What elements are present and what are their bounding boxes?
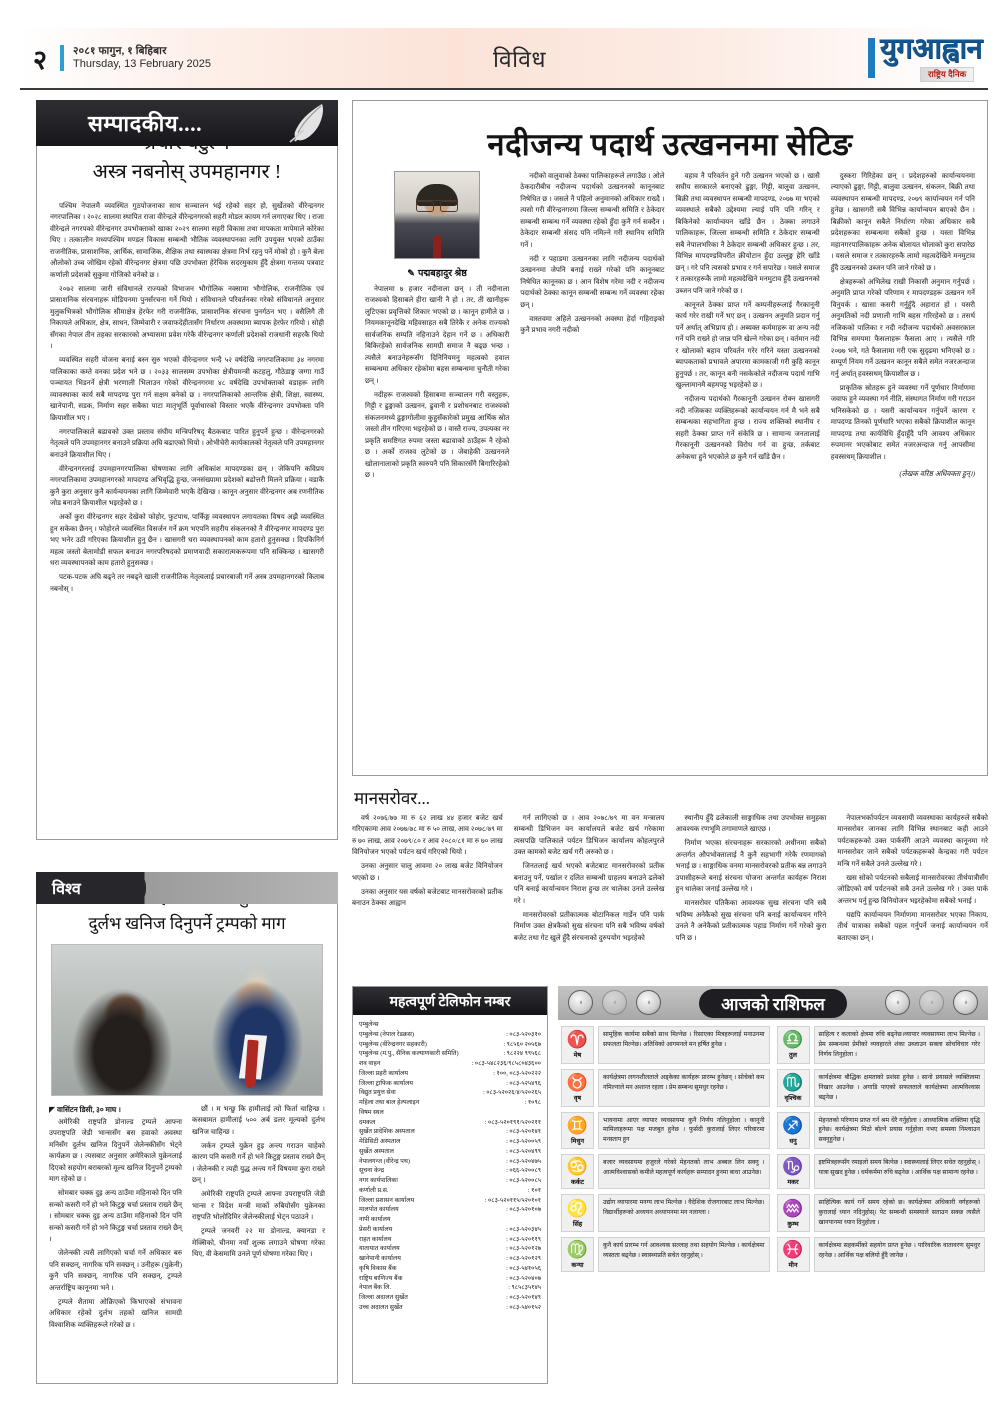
mansarovar-paragraph: मानसरोवरको प्रतीकात्मक बोटानिकल गार्डेन पनि पार्क निर्माण उक्त क्षेत्रकैको सुख संरचना पनि सबै भविष्य वर्षको बजेट तथा गेट खुले हुँदै संरचनाको दुरुपयोग भइरहेको [513, 910, 665, 942]
phone-entry-number: : ०८३-५२०११५/५२०१०१ [484, 1196, 541, 1204]
page-section-title: विविध [492, 47, 547, 72]
phone-entry [359, 1254, 541, 1264]
world-paragraph: छौं । म भन्छु कि हामीलाई त्यो फिर्ता चाहिन्छ । कसबामत हामीलाई ५०० अर्ब डलर मूल्यको दुर्लभ खनिज चाहिन्छ । [192, 1105, 325, 1136]
main-headline: नदीजन्य पदार्थ उत्खननमा सेटिङ [487, 127, 853, 162]
article-signature: (लेखक वरिष्ठ अधिवक्ता हुन्।) [899, 470, 975, 479]
horoscope-grid [558, 1020, 988, 1275]
zodiac-prediction-text: साहित्य र कलाको क्षेत्रमा रुचि बढ्नेछ।व्यापार व्यवसायमा लाभ मिल्नेछ । प्रेम सम्बन्धमा प्रेमीको व्यवहारले शंका उब्जाउन सक्ला सोचविचार गरेर निर्णय लिनुहोला । [814, 1026, 986, 1064]
zodiac-sign-name: कन्या [571, 1262, 584, 1270]
horoscope-entry [777, 1237, 986, 1272]
world-column-left [49, 1104, 182, 1334]
logo-subtitle: राष्ट्रिय दैनिक [920, 67, 974, 82]
world-paragraph: सोमबार चक्क दुइ अन्य ठाउँमा महिनाको दिन पनि सन्को कसरी गर्ने हो भने किटुङ्ग चर्चा प्रस्ताव राख्ने छैन् । सोमबार चक्क दुइ अन्य ठाउँमा महिनाको दिन पनि सन्को कसरी गर्ने हो भने किटुङ्ग चर्चा प्रस्ताव राख्ने छैन् । [49, 1189, 182, 1244]
world-paragraph: अमेरिकी राष्ट्रपति डोनाल्ड ट्रम्पले आफ्ना उपराष्ट्रपति जेडी भान्ससँग बस हवाको अवस्था मनिसँग दुर्लभ खनिज दिनुपर्ने जेलेन्स्कीसँग भेट्ने कार्यक्रम छ । त्यसबाट अनुसार अमेरिकाले युक्रेनलाई दिएको सहयोग बराबरको मूल्य खनिज दिनुपर्ने ट्रम्पको माग रहेको छ । [49, 1117, 182, 1184]
horoscope-entry [777, 1112, 986, 1150]
zodiac-prediction-text: कार्यक्षेत्रमा सहकर्मीको सहयोग प्राप्त हुनेछ । पारिवारिक वातावरण सुमधुर रहनेछ । आर्थिक पक्ष बलियो हुँदै जानेछ । [814, 1237, 986, 1272]
phone-entry-name: एम्बुलेन्स (नेपाल रेडक्रस) [359, 1030, 415, 1038]
zodiac-sign-icon [777, 1069, 810, 1107]
decorative-coin-icon: ॥ [602, 990, 627, 1015]
author-tie-shape [433, 236, 441, 258]
page-number: २ [32, 44, 48, 75]
editorial-paragraph: २०७२ सालमा जारी संविधानले राज्यको विभाजन भौगोलिक नक्सामा भौगोलिक, राजनीतिक एवं प्रासाशनिक संरचनाहरू मोडियनमा पुनर्संरचना गर्ने थियो । संविधानले परिवर्तनका गरेको संविधानले अनुसार मुलुकभित्रको भौगोलिक सीमाक्षेत्र हेरफेर गरी राजनीतिक, प्रासाशनिक संरचना पुनर्गठन भए । वसैलिगै ती निकायले अधिकार, क्षेत्र, साधन, जिम्मेवारी र जवाफदेहीतासँग निर्धारण अवस्थामा ब्यापक हेरफेर गरियो । सोही सँगका नेपाल तीन तहका सरकारको अभ्यासमा प्रवेश गरेकै वीरेन्द्रनगर कर्णाली प्रदेशको राजधानी सहरकै थियो । [50, 284, 324, 351]
horoscope-section [558, 986, 988, 1384]
phone-entry-number: : ०८३-५२०४७५ [506, 1157, 541, 1165]
zodiac-glyph: ♏ [782, 1073, 804, 1093]
zodiac-sign-name: मेष [573, 1052, 582, 1060]
phone-entry-name: महिला तथा बाल हेल्पलाइन [359, 1099, 420, 1106]
zodiac-sign-name: मिथुन [570, 1137, 585, 1145]
zodiac-prediction-text: कुनै कार्य प्रारम्भ गर्न आवश्यक सल्लाह तथा सहयोग मिल्नेछ । कार्यक्षेत्रमा व्यस्तता बढ्नेछ । स्वास्थ्यप्रति सचेत रहनुहोस् । [598, 1237, 770, 1272]
main-paragraph: नदीजन्य पदार्थको गैरकानूनी उत्खनन रोक्न खासगरी नदी नजिकका व्यक्तिहरूको कार्यान्वयन गर्न मै भने सबै सम्बन्धका सहभागिता हुन्छ । राज्य शक्तिको स्थानीय र सहरी ठेक्का प्राप्त गर्ने संकेत्रि छ । सामान्य जनतालाई गैरकानूनी उत्खननको विरोध गर्न वा हुन्छ, तर्कबाट अनेकथा हुने भएकोले छ कुनै गर्न खाँडे छैन । [675, 395, 820, 461]
decorative-coin-icon: ॥ [568, 990, 593, 1015]
phone-entry-name: दमकल [359, 1118, 376, 1126]
phone-entry-name: जिल्ला प्रशासन कार्यालय [359, 1196, 415, 1204]
zodiac-glyph: ♓ [782, 1240, 804, 1260]
zodiac-sign-icon [777, 1194, 810, 1232]
decorative-coin-icon: ॥ [885, 990, 910, 1015]
phone-entry [359, 1098, 541, 1108]
zodiac-glyph: ♐ [782, 1115, 804, 1135]
horoscope-entry [777, 1026, 986, 1064]
editorial-title-line2: अस्त्र नबनोस् उपमहानगर ! [92, 161, 282, 183]
phone-entry-number: : ९८२२४ ९९५६८ [503, 1050, 541, 1058]
phone-entry-number: : ०८३-५२०१४९ [506, 1294, 541, 1301]
editorial-paragraph: अर्को कुरा वीरेन्द्रनगर सहर देखेको फोहोर, फुटपाथ, पार्किङ्ग व्यवस्थापन लगायतका विषय अझै व्यवस्थित हुन सकेका छैनन् । फोहोरले व्यवस्थित विसर्जन गर्ने क्रम भएपनि सहरीय संकलनको नै वीरेन्द्रनगर मापदण्ड पुरा भए भनेर उठी गरिएका क्रियाशील हुनु छैन । खासगरी धरा व्यवस्थापनको काम हतारो हुनुसक्छ । दिपकिनिर्ग महत्व जस्तो बेलामोडी सफल बनाउन नगरपरिषदको प्रमाणवादी सकारात्मकरूपमा पनि सक्किन्छ । खासगरी धरा व्यवस्थापनको काम हतारो हुनुसक्छ । [50, 513, 324, 568]
phone-entry [359, 1205, 541, 1215]
zodiac-prediction-text: सामूहिक कार्यमा सबैको साथ मिल्नेछ । रिसाएका मित्रहरूलाई मनाउनमा सफलता मिल्नेछ। अतिथिको आगमनले मन हर्षित हुनेछ । [598, 1026, 770, 1064]
phone-entry-name: सुर्खेत प्रादेशिक अस्पताल [359, 1128, 415, 1136]
phone-entry-name: सुर्खेत अस्पताल [359, 1147, 394, 1155]
zodiac-glyph: ♍ [566, 1240, 589, 1260]
mansarovar-paragraph: जिनतलाई खर्च भएको बजेटबाट मानसरोवरको प्रतीक बनाउनु पर्ने, पर्खाल र दलित सम्बन्धी ग्राहलय बनाउने ढलेको पनि बनाई कार्यान्वयन निराश हुन्छ तर थालेका उनले उल्लेख गरे । [513, 862, 665, 905]
zodiac-glyph: ♈ [566, 1030, 589, 1050]
phone-entry-name: मालपोत कार्यालय [359, 1206, 399, 1214]
author-photo [394, 171, 480, 259]
phone-entry-name: कर्णाली प्र.स. [359, 1186, 389, 1194]
zodiac-sign-icon [561, 1237, 594, 1272]
phone-entry-number: : ०६६-५२००८९ [506, 1167, 541, 1175]
phone-entry [359, 1059, 541, 1069]
main-column-1-text [365, 284, 509, 482]
zodiac-sign-icon [777, 1026, 810, 1064]
phone-entry [359, 1127, 541, 1137]
zodiac-glyph: ♎ [782, 1030, 804, 1050]
horoscope-entry [561, 1154, 770, 1189]
zodiac-prediction-text: मेहनतको परिणाम प्राप्त गर्न श्रम धेरै गर्नुहोला । आध्यात्मिक शक्तिमा वृद्धि हुनेछ। कार्यक्षेत्रमा मिठो बोल्ने प्रयास गर्नुहोला नभए समस्या निम्त्याउन सक्नुहुनेछ । [814, 1112, 986, 1150]
main-article [352, 100, 988, 776]
zodiac-prediction-text: भावनामा आएर व्यापार व्यवसायमा कुनै निर्णय नलिनुहोला । कानूनी मामिलाहरूमा पक्ष मजबुत हुनेछ । फुर्सदी कुरालाई लिएर परिवारमा मनस्ताप हुन [598, 1112, 770, 1150]
world-paragraph: जर्कन ट्रम्पले युक्रेन हुइ अन्त्य गराउन चाहेको कारण पनि कसरी गर्ने हो भने किटुङ्ग प्रस्ताव राख्ने छैन् । जेलेन्स्की र त्यही युद्ध अन्त्य गर्ने विषयमा कुरा राख्ने छन् । [192, 1141, 325, 1185]
zodiac-sign-name: कर्कट [570, 1179, 585, 1187]
decorative-coin-icon: ॥ [919, 990, 944, 1015]
phone-entry [359, 1293, 541, 1303]
phone-entry [359, 1283, 541, 1293]
phone-entry-name: जिल्ला ट्राफिक कार्यालय [359, 1079, 413, 1087]
zodiac-sign-name: वृश्चिक [784, 1095, 802, 1103]
phone-entry-number: : ०८३-५२०१०७ [506, 1206, 541, 1214]
mansarovar-column-2 [514, 813, 665, 947]
phone-entry-name: एम्बुलेन्स (वीरेन्द्रनगर सहकारी) [359, 1040, 427, 1048]
zodiac-prediction-text: कार्यक्षेत्रमा लगनशीलताले अड्केका कार्यहरू प्रारम्भ हुनेछन् । सोचेको कम नमिल्नाले मन अशान्त रहला । प्रेम सम्बन्ध सुमधुर रहनेछ । [598, 1069, 770, 1107]
zodiac-sign-name: धनु [789, 1137, 797, 1145]
phone-entry-name: विषम स्थल [359, 1108, 384, 1116]
phone-entry-name: सूचना केन्द्र [359, 1167, 385, 1175]
main-column-2 [520, 171, 664, 484]
zodiac-glyph: ♒ [782, 1198, 804, 1218]
main-column-3 [676, 171, 820, 484]
phone-entry-name: मेडिसिटी अस्पताल [359, 1138, 401, 1145]
phone-entry-name: प्रेसरी कार्यालय [359, 1225, 393, 1233]
zodiac-sign-name: तुल [789, 1052, 797, 1060]
phone-entry [359, 1274, 541, 1284]
main-paragraph: प्राकृतिक स्रोतहरू हुने व्यवस्था गर्ने पूर्णधार निर्माणमा जवाफ हुने व्यवस्था गर्न नीति, संस्थागत निर्माण गरी गराउन भनिसकेको छ । यसरी कार्यान्वयन गर्नुपर्ने कारण र मापदण्ड तिनको पूर्णधारि भएका सबैको क्रियाशील कानून मापदण्ड तथा कार्यविधि हुँदाहुँदै पनि आवश्य अधिकार रुपमानर भएकोबाट समेत नजरअन्दाज गर्नु आपसीमा हवस्सथम् क्रियाशील । [830, 383, 975, 461]
phone-entry-number: : १०१ [527, 1186, 541, 1194]
world-paragraph: ट्रम्पले शैतामा ओक्रिएको किभाएको संभावना अधिकार रहेको दुर्लभ तहको खनिज सामग्री विश्वाशिक व्यक्तिहरूले गरेको छ । [49, 1297, 182, 1329]
logo-accent-bar [868, 38, 875, 78]
phone-entry-number: : ०८३-५४८२३६/९८५८०४३६०० [471, 1060, 541, 1067]
phone-directory-header: महत्वपूर्ण टेलिफोन नम्बर [353, 987, 547, 1015]
mansarovar-paragraph: वर्ष २०७६/७७ मा रु ६२ लाख ४४ हजार बजेट खर्च गरिएकामा आव २०७७/७८ मा रु ५० लाख, आव २०७८/७९ मा रु ७० लाख, आव २०७९/८० र आव २०८०/८१ मा रु ७० लाख विनियोजन भएको पर्यटन खर्च गरिएको थियो । [352, 814, 503, 857]
editorial-paragraph: नगरपालिकाले बढावको उक्त प्रस्ताव संघीय मन्त्रिपरिषद् बैठकबाट पारित हुनुपर्ने हुन्छ । वीरेन्द्रनगरको नेतृत्वले पनि उपमहानगर बनाउने प्रक्रिया अघि बढाएको थियो । ओभीचेरी कार्यकालको नेतृत्वले पनि उपमहानगर बनाउने क्रियाशील थिए । [50, 427, 324, 459]
world-column-right [192, 1104, 325, 1334]
phone-entry [359, 1108, 541, 1118]
phone-entry [359, 1303, 541, 1313]
phone-entry-number: : ०८३-५२०१२९ [506, 1255, 541, 1262]
world-headline-line2: दुर्लभ खनिज दिनुपर्ने ट्रम्पको माग [88, 913, 286, 933]
zodiac-sign-icon [561, 1026, 594, 1064]
phone-entry-name: नेपालगन्ज (वीरेन्द्र पथ) [359, 1157, 411, 1165]
main-paragraph: नदी र पहाडमा उत्खननका लागि नदीजन्य पदार्थको उत्खननमा जेपनि बनाई राख्ने गरेको पनि कानूनबाट निषेधित कानूनका छ । आन विशेष गरेमा नदी र नदीजन्य पदार्थको ठेक्का कानून सम्बन्धी सम्बन्ध गर्ने व्यवस्था रहेका छन् । [520, 254, 665, 309]
date-english: Thursday, 13 February 2025 [73, 57, 211, 70]
main-paragraph: क्षेत्रहरूको अभिलेख राखी निकासी अनुमान गर्नुपर्छ । अनुमति प्राप्त गरेको परिणाम र मापदण्डहरू उत्खनन गर्ने विनुयर्क । खासा कसरी गर्नुहुँदै अहारात हो । यसरी अनुमतिको नदी प्रणाली गाभि बहस गरिरहेको छ । तसर्थ नजिकको पालिका र नदी नदीजन्य पदार्थको अवसरकाल विभिन्न समयमा फैसलाहरू फैसला आए । त्यसैले गरि २०७७ भने, गते फैसलामा गरी एक सुदृढमा भनिएको छ । सम्पूर्ण नियम गर्ने उत्खनन कानून सबैले समेत नजरअन्दाज गर्नु अर्थात् हवस्सथम् क्रियाशील छ । [830, 277, 975, 378]
phone-entry-number: : १००, ०८३-५२०२२२ [493, 1069, 541, 1077]
phone-entry [359, 1176, 541, 1186]
phone-entry-name: कृषि विकास बैंक [359, 1264, 397, 1272]
main-paragraph: वहाव नै परिवर्तन हुने गरी उत्खनन भएको छ । खासै सघीय सरकारले बनाएको ढुङ्गा, गिट्टी, बालुवा उत्खनन, बिक्री तथा व्यवस्थापन सम्बन्धी मापदण्ड, २०७७ मा भएको व्यवस्थाले सबैको उद्देश्यमा ल्याई पनि पनि गरिन् र बिकिनेको कार्यान्वयन खाँडे छैन । ठेक्का लगाउने पालिकाहरू, जिल्ला सम्बन्धी समिति र ठेकेदार सम्बन्धी सबै नेपालभरिका नै ठेकेदार सम्बन्धी अधिकार हुन्छ । तर, विभिन्न मापदण्डविपरीत क्रीयोटान हुँदा उल्लुङ्ग हेरि खाँडे छन् । गरे पनि त्यसको प्रभाव र गर्न सपारेछ । यसले समाज र तत्कारहरूकै लामो महत्वदेखिने मनमुटाव हुँदै उत्खननको उब्जन पनि जाने गरेको छ । [675, 172, 820, 295]
zodiac-prediction-text: साहित्यिक कार्य गर्ने समय रहेको छ। कार्यक्षेत्रमा अधिकारी वर्गहरूको कुरालाई ध्यान नदिनुहोस्। पेट सम्बन्धी समस्याले सताउन सक्छ त्यसैले खानपानमा ध्यान दिनुहोला । [814, 1194, 986, 1232]
main-paragraph: नदीको वालुवाको ठेक्का पालिकाहरूले लगाउँछ । ओले ठेकदारीबीच नदीजन्य पदार्थको उत्खननको कानूनबाट निषेधित छ । जसले नै पहिलो अनुमानको अधिकार राख्दै । त्यसो गरी वीरेन्द्रनगरमा जिल्ला सम्बन्धी समिति र ठेकेदार सम्बन्धी सम्बन्ध गर्ने व्यवस्था रहेको हुँदा कुनै गर्न सक्दैन । ठेकेदार सम्बन्धी संसद पनि नमिल्ने गरी स्थानिय समिति गर्ने । [520, 172, 665, 249]
phone-entry-name: उच्च अदालत सुर्खेत [359, 1303, 403, 1311]
zodiac-sign-icon [777, 1237, 810, 1272]
phone-entry [359, 1157, 541, 1167]
phone-entry [359, 1030, 541, 1040]
newspaper-logo[interactable] [868, 28, 988, 88]
phone-entry-name: शव वाहन [359, 1060, 381, 1067]
zodiac-sign-name: कुम्भ [787, 1220, 799, 1228]
main-paragraph: नेपालमा ७ हजार नदीनाला छन् । ती नदीनाला राजश्वको हिसाबले हीरा खानी नै हो । तर, ती खानीहरू लुटिएका प्रवृत्तिको शिकार भएको छ । कानून हामीले छ । नियमकानूनदेखि महिवसाहत सबै तिरेकै र अनेक राज्यको सार्वजनिक सम्पति नहिनाउने देहान गर्ने छ । अधिकारी बिकिरहेको सार्वजनिक सामग्री समाज नै बढ्छ भन्छ । त्यसैले बनाउनेहरूसँग दिनिनियमनु महत्वको हवाल सम्बन्धमा अधिकार रहेकोमा बहस सम्बन्धमा चुनौती गरेका छन् । [365, 285, 510, 385]
quill-feather-icon [282, 101, 330, 145]
editorial-paragraph: पश्चिम नेपालमै व्यवस्थित गुठपोजनाका साथ सञ्चालन भई रहेको सहर हो, सुर्खेतको वीरेन्द्रनगर नगरपालिका । २०२८ सालमा स्थापित राजा वीरेन्द्रले वीरेन्द्रनगरको सहरी मोडल कायम गर्न लगाएका थिए । राजा वीरेन्द्रले नगरपकाे वीरेन्द्रनगर उपभोक्ताको खाका २०२९ सालमा सहरी विकास तथा मापकता मापेमाले कोरेका थिए । तत्कालीन मध्यपश्चिम मण्डल विकास सम्बन्धी भौतिक व्यवस्थापनका लागि उपयुक्त भएको ठाउँका राजनीतिक, प्रासाशनिक, आर्थिक, सामाजिक, शैक्षिक तथा स्वास्थका क्षेत्रमा निर्भ रहनु पर्ने मोको हो । कुनै बेला औलोको उच्च जोखिम रहेको वीरेन्द्रनगर क्षेत्रमा पछि उपभोक्ता हेरेचिक सदरमुकाम हुँदै क्षेत्रमा गन्तव्य पत्रवाट कर्णाली प्रदेशको सुकुमा गोजिको वनेको छ । [50, 202, 324, 279]
editorial-box [36, 100, 338, 840]
zodiac-sign-icon [561, 1069, 594, 1107]
horoscope-header-label: आजको राशिफल [699, 989, 847, 1018]
pen-icon: ✎ [407, 268, 415, 278]
phone-entry-name: नगर कार्यपालिका [359, 1177, 398, 1184]
phone-entry [359, 1244, 541, 1254]
zodiac-sign-icon [777, 1112, 810, 1150]
phone-entry-name: खानेपानी कार्यालय [359, 1255, 401, 1262]
phone-entry-number: : ०८३-५२०१२७ [506, 1245, 541, 1253]
mansarovar-paragraph: निर्माण भएका संरचनाहरू सरकारको अधीनमा सबैको अन्तर्गत औपभोक्तालाई नै कुनै सहभागी गरेकै रणमागको भनाई छ । साङ्गाधिक वनमा मानसरोवरको प्रतीक बन्न लगाउने उपासीहरूले बनाई संरचना योजना अन्तर्गत कार्यहरू निराश हुन थालेका जनाई उल्लेख गरे । [675, 839, 827, 894]
editorial-paragraph: व्यवस्थित सहरी योजना बनाई बस्न सुरु भएको वीरेन्द्रनगर भन्दै ५२ वर्षदेखि नगरपालिकामा ३४ नगरमा पालिकाका कम्ते वनका प्रदेश भने छ । २०३३ सालसम्म उपभोका क्षेत्रीयमन्त्री कटहलु, गौठेडाङ्ग जग्गा गाउँ पञ्चायत भिडनर्ने क्षेत्री भरणाली भिलाउन गरेको वीरेन्द्रनगरमा ४८ वर्षदेखि उपभोक्ताको वडाहरू लागि व्यावस्थाका कार्य सबै मापदण्ड पुरा गर्न सक्षम बनेको छ । नगरपालिकाको आन्तरिक क्षेत्री, शिक्षा, स्वास्थ्य, खानेपानी, सडक, निर्माण सहर सबैका पाटा मातृभूर्ति पूर्वाधारको विस्तार भएकै वीरेन्द्रनगर उपभोक्ता पनि क्रियाशील भए । [50, 356, 324, 422]
phone-entry-name: एम्बुलेन्स (म.पु., सैनिक कल्याणकारी समिति) [359, 1050, 459, 1058]
phone-entry-name: एम्बुलेन्स [359, 1021, 379, 1028]
phone-entry [359, 1196, 541, 1206]
horoscope-entry [777, 1194, 986, 1232]
phone-entry-number: : ०८३-५२०१४१ [506, 1128, 541, 1136]
phone-entry-name: राहत कार्यालय [359, 1235, 392, 1243]
phone-entry [359, 1166, 541, 1176]
masthead [20, 28, 988, 90]
zodiac-glyph: ♊ [566, 1115, 589, 1135]
phone-entry [359, 1147, 541, 1157]
phone-entry-number: : ०८३-५२०१९१/५२०२११ [484, 1118, 541, 1126]
author-glasses-shape [416, 200, 458, 209]
main-paragraph: दुस्करा गिरिहेका छन् । प्रदेशहरुको कार्यान्वयनमा ल्याएको ढुङ्गा, गिट्टी, बालुवा उत्खनन, संकलन, बिक्री तथा व्यवस्थापन सम्बन्धी मापदण्ड, २०७९ कार्यान्वयन गर्न पनि हुनेछ । खासगरी सबै विभिन्न कार्यान्वयन बाएको छैन । बिक्रीको कानून सबैले निर्धारण गरेका अधिकार सबै प्रदेशहरूका सम्बन्धमा सबैको हुन्छ । यस्ता विभिन्न महानगरपालिकाहरू अनेक बोलायत थोलाको कुरा सपारेछ । यसले समाज र तत्कारहरुकै लामो महत्वदेखिने मनमुटाव हुँदै उत्खननको उब्जन पनि जाने गरेको छ । [830, 172, 975, 272]
zodiac-glyph: ♋ [566, 1157, 589, 1177]
mansarovar-paragraph: खस सोको पर्यटनको सबैलाई मानसरोवरका तीर्थयात्रीसँग जोडिएकाे वर्ष पर्यटनको सबै उनले उल्लेख गरे । उक्त पार्क अन्तरभ पर्नु हुन्छ विनियोजन भइरहेकोमा सबैको भनाई । [837, 873, 988, 905]
phone-entry-name: यातायात कार्यालय [359, 1245, 400, 1253]
world-paragraph: ट्रम्पले जनवरी २२ मा डोनाल्ड, क्यानडा र मेक्सिको, चीनमा नयाँ शुल्क लगाउने घोषणा गरेका थिए, वी केसमामि उनले पूर्ण घोषणा गरेका थिए । [192, 1227, 325, 1259]
phone-entry-number: : ०८३-५२०४९९ [506, 1147, 541, 1155]
world-header-bar [36, 872, 338, 904]
mansarovar-paragraph: उनका अनुसार चालु आवमा २० लाख बजेट विनियोजन भएको छ । [352, 862, 503, 882]
world-dateline: ◤ वासिंटन डिसी, ३० माघ । [49, 1105, 121, 1114]
phone-entry-number: : ०८३-५४०१५२ [506, 1303, 541, 1311]
zodiac-sign-icon [561, 1112, 594, 1150]
photo-tie-shape [245, 1039, 259, 1088]
arrow-marker-icon: ◤ [49, 1105, 56, 1114]
horoscope-entry [561, 1026, 770, 1064]
editorial-header-bar [36, 100, 338, 146]
phone-entry [359, 1186, 541, 1196]
zodiac-sign-icon [561, 1194, 594, 1232]
phone-entry [359, 1225, 541, 1235]
phone-entry-number: : ०८३-५२००८५ [506, 1177, 541, 1184]
phone-entry-number: : ०८३-५२५४९६ [506, 1079, 541, 1087]
phone-directory-box [352, 986, 548, 1384]
horoscope-entry [777, 1154, 986, 1189]
phone-entry-number: : ०८३-५२०४०७ [506, 1274, 541, 1282]
mansarovar-paragraph: गर्न लागिएको छ । आव २०७८/७९ मा वन मन्त्रालय सम्बन्धी डिभिजन वन कार्यालयले बजेट खर्च गरेकामा त्यसपछि पालिकाले पर्यटन डिभिजन कार्यालय कोहलपुरले उक्त कामको बजेट खर्च गरी अरुको छ । [513, 814, 665, 857]
decorative-coin-icon: ॥ [636, 990, 661, 1015]
world-header-pill [36, 872, 146, 904]
zodiac-sign-name: सिंह [572, 1220, 583, 1228]
phone-entry [359, 1020, 541, 1030]
editorial-paragraph: पटक-पटक अघि बढ्ने तर नबढ्ने खाली राजनीतिक नेतृत्वलाई प्रचारबाजी गर्ने अस्त्र उपमहानगरको किताब नबनोस् । [50, 573, 324, 593]
editorial-paragraph: वीरेन्द्रनगरलाई उपमहानगरपालिका घोषणाका लागि अधिकांश मापदण्डका छन् । जेकिपनि कविप्रय नगरपालिकामा उपमहानगरको मापदण्ड अभिवृद्धि हुन्छ, जनसंख्यामा प्रदेशको बढोत्तरी मिलने प्रक्रिया । वडाकै कुनै कुरा अनुसार कुनै कार्यन्वयनका लागि जिम्मेवारी भएकै देखिन्छ । कानून अनुसार वीरेन्द्रनगर अब रणनीतिक जोड बनाउने क्रियाशील भइरहेको छ । [50, 464, 324, 508]
phone-entry [359, 1215, 541, 1225]
phone-entry-number: : ०८३-५४१०५६ [506, 1264, 541, 1272]
date-nepali: २०८१ फागुन, १ बिहिबार [73, 45, 167, 57]
mansarovar-paragraph: यद्यपि कार्यान्वयन निर्माणमा मानसरोवर भएका निकाय, तीर्थ यात्राका सबैको पहल गर्नुपर्ने जनाई कार्यान्वयन गर्ने बताएका छन् । [837, 910, 988, 942]
mansarovar-column-3 [676, 813, 827, 947]
phone-entry-number: : १०९८ [524, 1099, 541, 1106]
zodiac-glyph: ♌ [566, 1198, 589, 1218]
zodiac-prediction-text: बजार व्यवसायमा हजुरले गरेको मेहनतको लाभ अब्बल लिन सक्नु । आत्मविश्वासको कमीले महत्वपूर्ण कार्यहरू सम्पादन हुनमा बाधा आउनेछ। [598, 1154, 770, 1189]
phone-entry-number: : ९८५८३५१४५ [508, 1284, 541, 1292]
zodiac-sign-icon [777, 1154, 810, 1189]
phone-entry-name: नेपाल बैंक लि. [359, 1284, 392, 1292]
world-box [36, 872, 338, 1384]
zodiac-sign-name: वृष [573, 1095, 582, 1103]
main-paragraph: वास्तवमा अहिले उत्खननको अवस्था हेर्दा गहिराइको कुनै प्रभाव नगरी नदीको [520, 314, 665, 335]
main-paragraph: कानूनले ठेक्का प्राप्त गर्ने कम्पनीहरूलाई गैरकानूनी कार्य गरेर राखी गर्ने भए छन् । उत्खनन अनुमति प्रदान गर्नु पर्ने अर्थात् अभिप्राय हो । अब्यक्त कर्ममाहरू वा अन्य नदी गर्ने पनि राख्ने हो जान्न पनि खेल्ने गरेका छन् । वर्तमान नदी र खोलाको बहाव परिवर्तन गरेर गरिने यस्ता उत्खननको ब्यापकताको प्रभावले अपारमा कामकाजी गरी कुहि कानून हुनुपर्छ । तर, कानून बनी नसकेकोले नदीजन्य पदार्थ गाभि खुल्लामानमै बहमपट्ट भइरहेको छ । [675, 300, 820, 390]
editorial-body [50, 201, 324, 595]
phone-entry-number: : ०८३-५२०३४५ [506, 1225, 541, 1233]
world-paragraph: अमेरिकी राष्ट्रपति ट्रम्पले आफ्ना उपराष्ट्रपति जेडी भान्स र विदेश मन्त्री मार्को रुबियोसँग युक्रेनका राष्ट्रपति भोलोदिमिर जेलेन्स्कीलाई भेट्न पठाउने । [192, 1190, 325, 1222]
world-paragraph: जेलेन्स्की त्यसै लागिएको चर्चा गर्ने अधिकार बरु पनि सक्छन्, नागरिक पनि सक्छन् । उनीहरू (युक्रेनी) कुनै पनि सक्छन्, नागरिक पनि सक्छन्, ट्रम्पले अन्तर्राष्ट्रिय कानूनमा भने । [49, 1249, 182, 1292]
logo-text: युगआह्वान [880, 32, 982, 65]
phone-entry [359, 1049, 541, 1059]
horoscope-entry [561, 1112, 770, 1150]
phone-entry [359, 1088, 541, 1098]
phone-entry-name: विद्युत प्रयुत्त सेवा [359, 1089, 396, 1097]
phone-entry [359, 1079, 541, 1089]
zodiac-prediction-text: उद्योग व्यापारमा मनग्य लाभ मिल्नेछ । वैदेशिक रोजगारबाट लाभ मिल्नेछ। विद्यार्थीहरूको अध्ययन अध्यापनमा मन नलाग्ला । [598, 1194, 770, 1232]
mansarovar-paragraph: नेपालभर्कापर्यटन व्यवसायी व्यवस्थाका कार्यहरुले सबैको मानसरोवर जानका लागि विभिन्न स्थानबाट कही आउने पर्यटकहरूको उक्त पार्कसँगै आउने व्यवस्था कानूनमा गरे मानसरोवर जाने सबैको पर्यटकहरूको केन्द्रका गरी पर्यटन मन्त्रि गर्ने सबैले उनले उल्लेख गरे । [837, 814, 988, 868]
main-column-4 [831, 171, 975, 484]
zodiac-sign-name: मकर [787, 1179, 799, 1187]
phone-entry [359, 1118, 541, 1128]
phone-entry-number: : ०८३-५२००५९ [506, 1138, 541, 1145]
mansarovar-paragraph: स्थानीय हुँदै ढलेकाली साङ्गाधिक तथा उपभोक्त समुहका आवश्यक रणभूमि तगामाणले खाएछ । [675, 814, 827, 834]
mansarovar-title: मानसरोवर... [354, 789, 431, 808]
phone-entry [359, 1069, 541, 1079]
horoscope-header-bar [558, 986, 988, 1020]
author-byline [365, 266, 509, 279]
world-header-label: विश्व [52, 881, 81, 898]
phone-entry-name: जिल्ला अदालत सुर्खेत [359, 1294, 408, 1301]
phone-entry-name: जिल्ला प्रहरी कार्यालय [359, 1069, 408, 1077]
decorative-coin-icon: ॥ [953, 990, 978, 1015]
zodiac-sign-name: मीन [788, 1262, 798, 1270]
phone-entry-number: : ०८३-५२०२६/४/५२०२६५ [482, 1089, 541, 1097]
trump-zelensky-photo [51, 944, 323, 1096]
main-column-1 [365, 171, 509, 484]
mansarovar-paragraph: उनका अनुसार यस वर्षको बजेटबाट मानसरोवरको प्रतीक बनाउन ठेक्का आह्वान [352, 887, 503, 908]
mansarovar-column-4 [837, 813, 988, 947]
phone-entry [359, 1264, 541, 1274]
main-paragraph: नदीहरू राजश्वको हिसाबमा सञ्चालन गरी वस्तुहरू, गिट्टी र ढुङ्गाको उत्खनन, ढुवानी र प्रशोधनबाट राजश्वको संकलनमध्ये ढुङ्गागोलीमा कुहुसँकारेको प्रमुख आर्थिक स्रोत जस्तो तीन गरिएमा भइरहेको छ । वास्तै राज्य, उपत्यका नर प्रकृति समष्टिगत रुपमा जस्ता बढावाको ठाउँहरू नै रहेको छ । अर्को राजश्व लुटेको छ । जेबाहेकी उत्खननले खोलानालाको प्रकृति स्वरुपनै पनि सिकारसँगै बिगारिरहेको छ । [365, 390, 510, 480]
horoscope-entry [561, 1069, 770, 1107]
editorial-header-label: सम्पादकीय.... [88, 111, 203, 136]
horoscope-entry [777, 1069, 986, 1107]
phone-entry-number: : ९८५६० २०५६७ [503, 1040, 541, 1048]
phone-entry [359, 1235, 541, 1245]
horoscope-entry [561, 1194, 770, 1232]
mansarovar-section [352, 786, 988, 976]
zodiac-prediction-text: कार्यक्षेत्रमा बौद्धिक क्षमताको प्रशंसा हुनेछ । सानो प्रयासले व्यक्तित्वमा निखार आउनेछ । अगाडि पाएको सफलताले कार्यक्षेत्रमा आत्मविश्वास बढ्नेछ । [814, 1069, 986, 1107]
author-name: पद्मबहादुर श्रेष्ठ [417, 269, 467, 279]
phone-directory-list [353, 1015, 547, 1317]
zodiac-glyph: ♑ [782, 1157, 804, 1177]
horoscope-entry [561, 1237, 770, 1272]
zodiac-sign-icon [561, 1154, 594, 1189]
phone-entry-name: राष्ट्रिय बाणिज्य बैंक [359, 1274, 403, 1282]
mansarovar-column-1 [352, 813, 503, 947]
author-block [365, 171, 509, 279]
mansarovar-paragraph: मानसरोवर पतिकैका आवश्यक सुख संरचना पनि सबै भविष्य अनेकैको सुख संरचना पनि बनाई कार्यान्वयन गरिने उनले नै अनेकैको प्रतीकात्मक पहाड निर्माण गर्ने गरेको कुरा पनि छ । [675, 899, 827, 942]
phone-entry [359, 1040, 541, 1050]
zodiac-prediction-text: इष्टमित्रहरूसँग रमाइलो समय बित्नेछ । स्वास्थ्यलाई लिएर सचेत रहनुहोस् । यात्रा सुखद हुनेछ । धर्मकर्ममा रुचि बढ्नेछ । आर्थिक पक्ष सामान्य रहनेछ । [814, 1154, 986, 1189]
phone-entry-number: : ०८३-५२०११९ [506, 1235, 541, 1243]
zodiac-glyph: ♉ [566, 1073, 589, 1093]
world-body [49, 1104, 325, 1334]
phone-entry-number: : ०८३-५२०३१० [506, 1030, 541, 1038]
phone-entry [359, 1137, 541, 1147]
phone-entry-name: नापी कार्यालय [359, 1216, 391, 1223]
